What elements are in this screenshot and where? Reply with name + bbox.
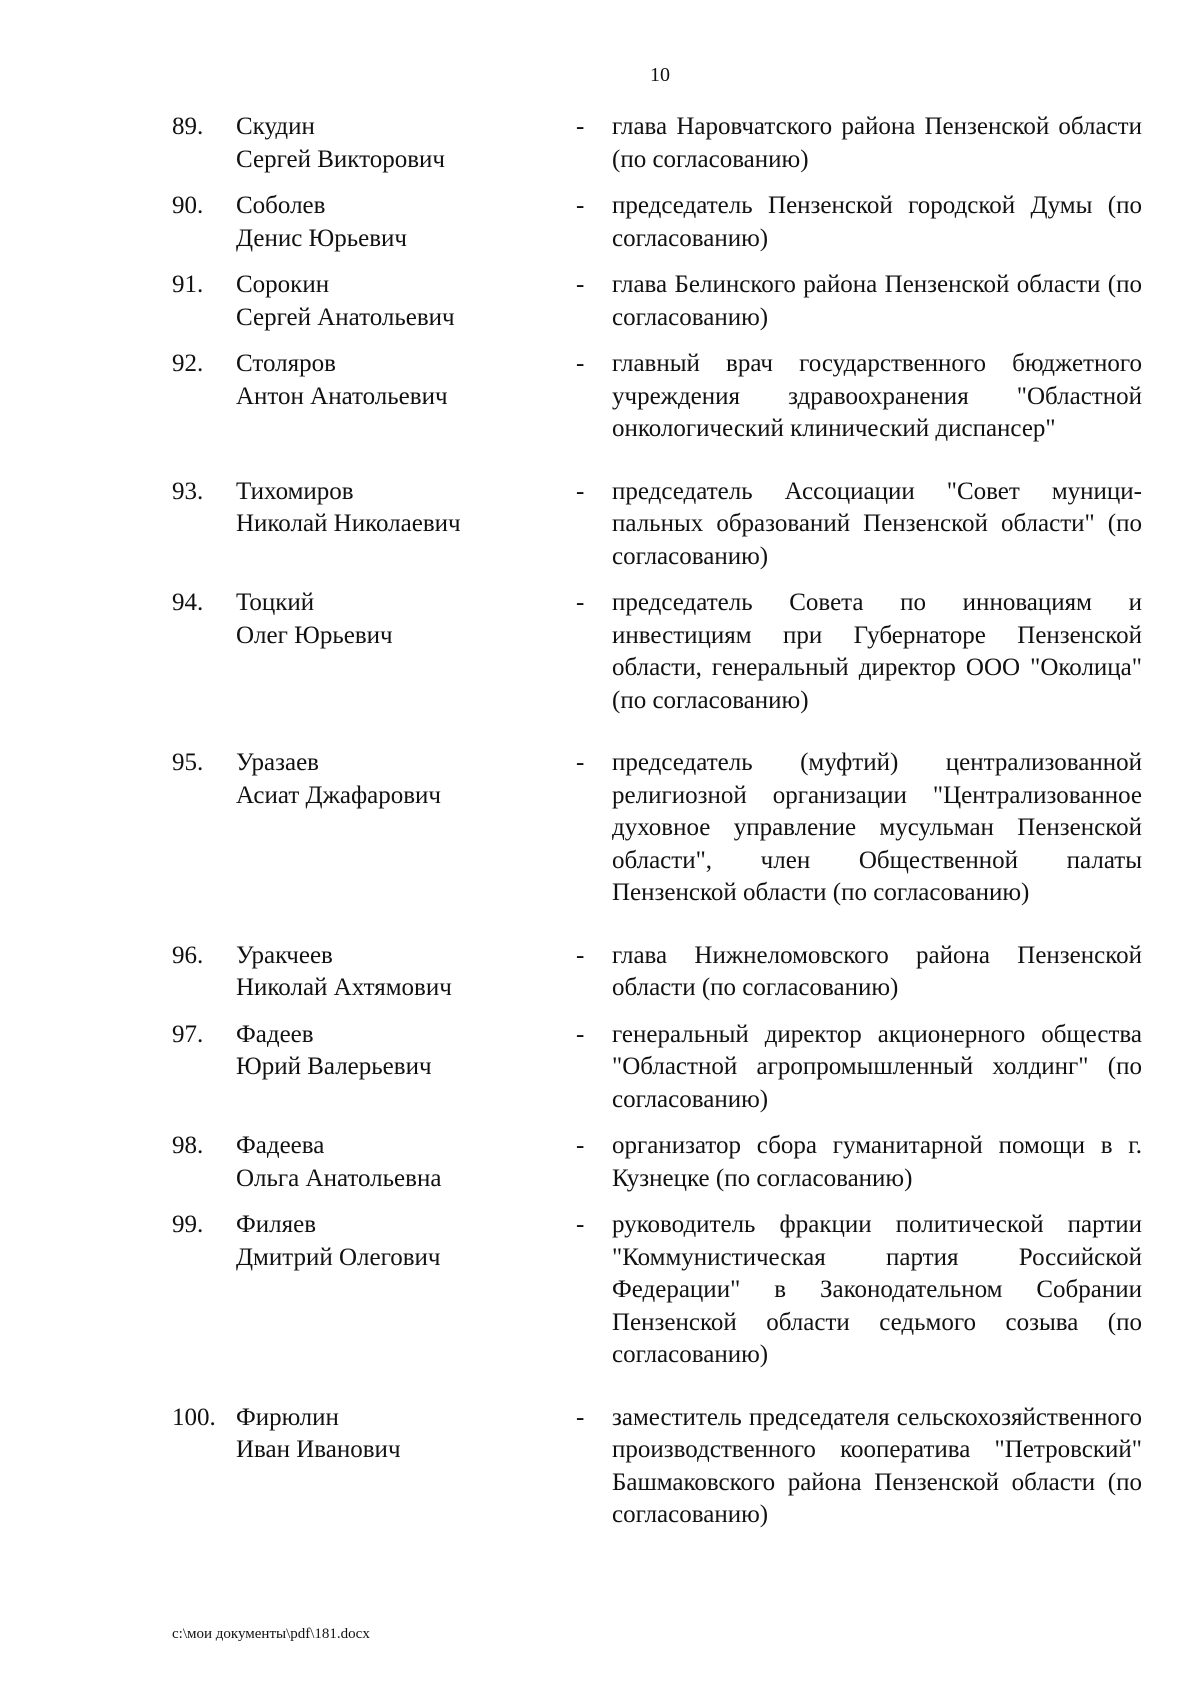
person-name — [236, 1130, 576, 1195]
page-number: 10 — [650, 64, 670, 86]
position-description: генеральный директор акционерного общества "Областной агропромышленный холдинг" (по согласованию) — [612, 1020, 1142, 1113]
surname: Тоцкий — [236, 589, 315, 616]
surname: Фирюлин — [236, 1403, 339, 1431]
item-number: 92. — [172, 350, 204, 377]
position-description: председатель Совета по инновациям и инвестициям при Губернаторе Пензенской области, генеральный директор ООО "Околица" (по согласованию) — [612, 589, 1142, 714]
dash-separator: - — [576, 113, 585, 140]
position-description: руководитель фракции политической партии "Коммунистическая партия Российской Федерации" в Законодательном Собрании Пензенской области седьмого созыва (по согласованию) — [612, 1211, 1142, 1368]
surname: Уразаев — [236, 749, 319, 776]
given-names: Антон Анатольевич — [236, 382, 448, 410]
list-item — [172, 269, 1142, 334]
person-name — [236, 190, 576, 255]
dash-separator: - — [576, 350, 585, 377]
list-item — [172, 1019, 1142, 1117]
given-names: Иван Иванович — [236, 1436, 401, 1463]
position-description: организатор сбора гуманитарной помощи в г. Кузнецке (по согласованию) — [612, 1132, 1142, 1192]
list-item — [172, 1130, 1142, 1195]
given-names: Денис Юрьевич — [236, 224, 408, 252]
person-name — [236, 111, 576, 176]
given-names: Асиат Джафарович — [236, 781, 442, 809]
position-description: председатель Ассоциации "Совет муниципальных образований Пензенской области" (по согласованию) — [612, 477, 1142, 570]
person-name — [236, 940, 576, 1005]
given-names: Дмитрий Олегович — [236, 1243, 441, 1271]
file-path-footer: c:\мои документы\pdf\181.docx — [172, 1626, 370, 1642]
item-number: 95. — [172, 749, 204, 776]
item-number: 94. — [172, 589, 204, 616]
list-item — [172, 348, 1142, 446]
member-list — [172, 111, 1142, 1532]
surname: Столяров — [236, 350, 336, 377]
item-number: 100. — [172, 1403, 216, 1431]
dash-separator: - — [576, 1403, 585, 1431]
given-names: Юрий Валерьевич — [236, 1053, 432, 1080]
item-number: 98. — [172, 1132, 204, 1159]
person-name — [236, 747, 576, 910]
surname: Фадеев — [236, 1020, 314, 1048]
position-description: глава Белинского района Пензенской области (по согласованию) — [612, 271, 1142, 331]
list-item — [172, 111, 1142, 176]
dash-separator: - — [576, 1132, 585, 1159]
person-name — [236, 269, 576, 334]
given-names: Ольга Анатольевна — [236, 1164, 442, 1192]
item-number: 99. — [172, 1211, 204, 1238]
item-number: 89. — [172, 113, 204, 140]
list-item — [172, 476, 1142, 574]
position-description: глава Наровчатского района Пензенской области (по согласованию) — [612, 113, 1142, 173]
item-number: 97. — [172, 1020, 204, 1048]
given-names: Николай Ахтямович — [236, 974, 452, 1001]
surname: Скудин — [236, 113, 315, 140]
list-item — [172, 190, 1142, 255]
surname: Филяев — [236, 1211, 317, 1238]
surname: Соболев — [236, 192, 326, 219]
item-number: 90. — [172, 192, 204, 219]
position-description: председатель (муфтий) централизованной религиозной организации "Централизованное духовное управление мусульман Пензенской области", член Общественной палаты Пензенской области (по согласованию) — [612, 749, 1142, 906]
item-number: 93. — [172, 477, 204, 505]
surname: Уракчеев — [236, 941, 333, 969]
person-name — [236, 1402, 576, 1532]
list-item — [172, 1402, 1142, 1532]
dash-separator: - — [576, 192, 585, 219]
surname: Сорокин — [236, 271, 330, 298]
list-item — [172, 940, 1142, 1005]
given-names: Николай Николаевич — [236, 510, 461, 537]
position-description: заместитель председателя сельскохозяйственного производственного кооператива "Петровский" Башмаковского района Пензенской области (по согласованию) — [612, 1403, 1142, 1528]
item-number: 96. — [172, 941, 204, 969]
dash-separator: - — [576, 749, 585, 776]
person-name — [236, 1019, 576, 1117]
position-description: председатель Пензенской городской Думы (по согласованию) — [612, 192, 1142, 252]
person-name — [236, 476, 576, 574]
surname: Тихомиров — [236, 477, 354, 505]
list-item — [172, 1209, 1142, 1372]
surname: Фадеева — [236, 1132, 325, 1159]
dash-separator: - — [576, 941, 585, 969]
dash-separator: - — [576, 477, 585, 505]
dash-separator: - — [576, 589, 585, 616]
person-name — [236, 587, 576, 717]
position-description: главный врач государственного бюджетного учреждения здравоохранения "Областной онкологический клинический диспансер" — [612, 350, 1142, 442]
item-number: 91. — [172, 271, 204, 298]
list-item — [172, 747, 1142, 910]
position-description: глава Нижнеломовского района Пензенской области (по согласованию) — [612, 941, 1142, 1001]
dash-separator: - — [576, 1211, 585, 1238]
person-name — [236, 348, 576, 446]
list-item — [172, 587, 1142, 717]
dash-separator: - — [576, 271, 585, 298]
person-name — [236, 1209, 576, 1372]
given-names: Сергей Анатольевич — [236, 303, 455, 331]
given-names: Сергей Викторович — [236, 145, 445, 173]
dash-separator: - — [576, 1020, 585, 1048]
given-names: Олег Юрьевич — [236, 621, 393, 649]
